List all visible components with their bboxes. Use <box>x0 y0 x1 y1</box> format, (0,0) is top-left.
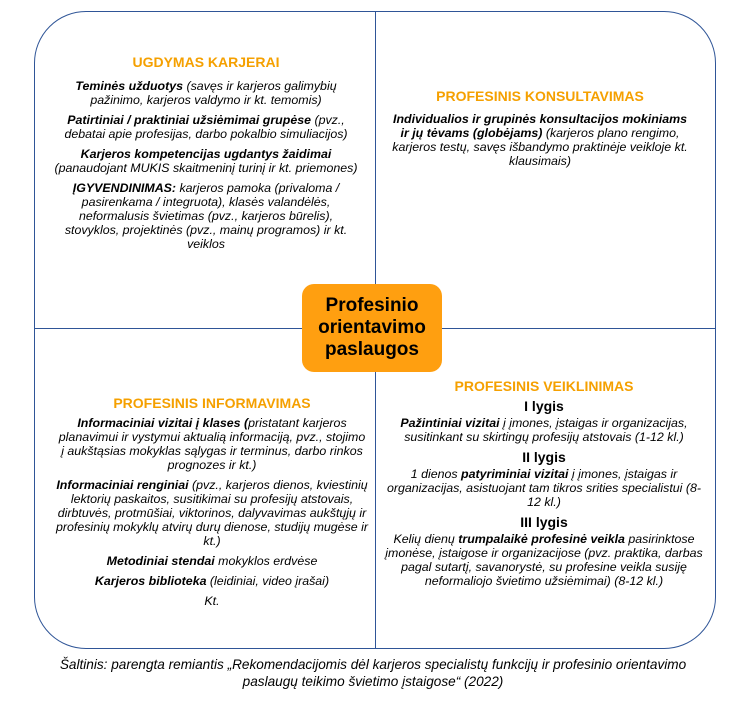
item-text: (leidiniai, video įrašai) <box>206 574 330 588</box>
quadrant-title: UGDYMAS KARJERAI <box>132 54 280 70</box>
item-text: į įmones, įstaigas ir organizacijas, asistuojant tam tikros srities specialistui (8-12 kl.) <box>386 467 701 509</box>
list-item <box>50 79 362 107</box>
item-text: (pvz., karjeros dienos, kviestinių lektorių paskaitos, susitikimai su profesijų atstovais, dirbtuvės, protmūšiai, viktorinos, dalyvavimas aukštųjų ir profesinių mokyklų atvirų durų dienose, studijų mugėse ir kt.) <box>56 478 368 548</box>
quadrant-title: PROFESINIS INFORMAVIMAS <box>113 395 311 411</box>
list-item <box>388 112 692 168</box>
list-item <box>56 416 368 472</box>
quadrant-career-information <box>56 395 368 608</box>
item-bold: Patirtiniai / praktiniai užsiėmimai grupėse <box>67 113 311 127</box>
center-box <box>302 284 442 372</box>
item-bold: patyriminiai vizitai <box>461 467 569 481</box>
item-text: karjeros pamoka (privaloma / pasirenkama / integruota), klasės valandėlės, neformalusis švietimas (pvz., karjeros būrelis), stovyklos, projektinės (pvz., mainų programos) ir kt. veiklos <box>64 181 348 251</box>
quadrant-career-education <box>50 54 362 251</box>
item-bold: Metodiniai stendai <box>106 554 215 568</box>
quadrant-career-activation <box>385 378 703 588</box>
list-item <box>385 532 703 588</box>
list-item <box>56 478 368 548</box>
quadrant-career-counselling <box>388 88 692 168</box>
item-bold: Karjeros biblioteka <box>94 574 207 588</box>
list-item <box>385 416 703 444</box>
center-line: paslaugos <box>325 339 419 360</box>
item-bold: Individualios ir grupinės konsultacijos mokiniams ir jų tėvams (globėjams) <box>393 112 687 140</box>
list-item <box>56 554 368 568</box>
list-item <box>50 147 362 175</box>
item-text: pasirinktose įmonėse, įstaigose ir organizacijose (pvz. praktika, darbas pagal sutartį, savanorystė, su profesine veikla susiję neformaliojo švietimo užsiėmimai) (8-12 kl.) <box>385 532 703 588</box>
item-text: (karjeros plano rengimo, karjeros testų, savęs išbandymo praktinėje veikloje kt. klausimais) <box>392 126 688 168</box>
item-text: mokyklos erdvėse <box>214 554 318 568</box>
item-bold: ĮGYVENDINIMAS: <box>72 181 177 195</box>
item-text: (savęs ir karjeros galimybių pažinimo, karjeros valdymo ir kt. temomis) <box>90 79 337 107</box>
source-line: Šaltinis: parengta remiantis „Rekomendacijomis dėl karjeros specialistų funkcijų ir profesinio orientavimo <box>59 657 687 672</box>
list-item <box>50 181 362 251</box>
list-item <box>385 467 703 509</box>
quadrant-title: PROFESINIS VEIKLINIMAS <box>454 378 634 394</box>
list-item <box>56 574 368 588</box>
level-heading: III lygis <box>520 514 568 530</box>
item-text: (pvz., debatai apie profesijas, darbo pokalbio simuliacijos) <box>64 113 348 141</box>
source-caption <box>0 656 746 690</box>
item-text: Kelių dienų <box>393 532 459 546</box>
list-item <box>50 113 362 141</box>
level-heading: I lygis <box>524 398 564 414</box>
item-text: Kt. <box>204 594 220 608</box>
item-text: 1 dienos <box>410 467 462 481</box>
item-bold: Teminės užduotys <box>75 79 184 93</box>
level-heading: II lygis <box>522 449 566 465</box>
center-line: Profesinio <box>325 295 419 316</box>
item-bold: Informaciniai renginiai <box>56 478 189 492</box>
item-text: į įmones, įstaigas ir organizacijas, susitinkant su skirtingų profesijų atstovais (1-12 kl.) <box>404 416 688 444</box>
source-line: paslaugų teikimo švietimo įstaigose“ (2022) <box>242 674 504 689</box>
item-bold: Informaciniai vizitai į klases ( <box>77 416 249 430</box>
item-bold: trumpalaikė profesinė veikla <box>458 532 625 546</box>
quadrant-title: PROFESINIS KONSULTAVIMAS <box>436 88 644 104</box>
item-text: (panaudojant MUKIS skaitmeninį turinį ir kt. priemones) <box>54 161 358 175</box>
item-bold: Pažintiniai vizitai <box>400 416 500 430</box>
list-item <box>56 594 368 608</box>
item-text: pristatant karjeros planavimui ir vystymui aktualią informaciją, pvz., stojimo į aukštąsias mokyklas sąlygas ir terminus, darbo rinkos prognozes ir kt.) <box>58 416 366 472</box>
item-bold: Karjeros kompetencijas ugdantys žaidimai <box>80 147 332 161</box>
center-line: orientavimo <box>318 317 426 338</box>
